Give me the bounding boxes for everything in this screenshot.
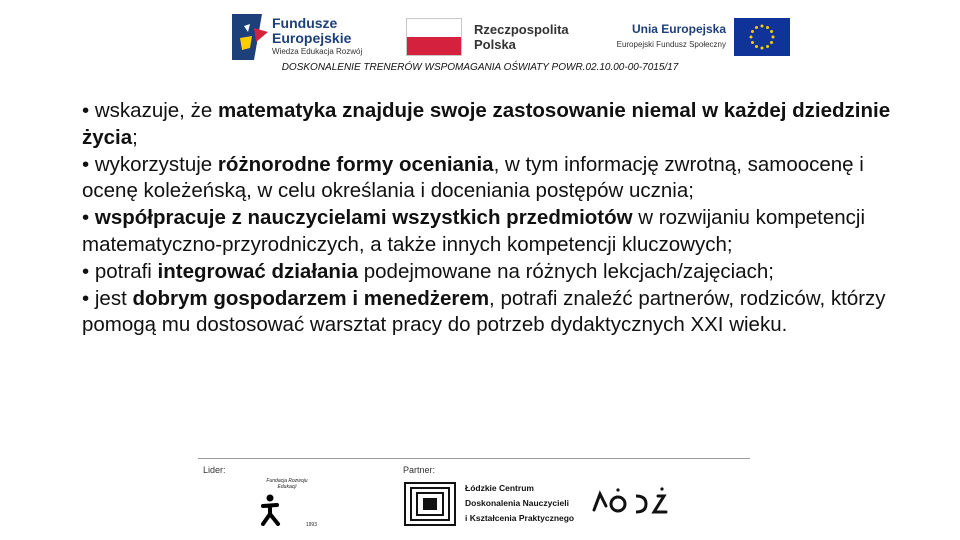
polish-flag-icon: [406, 18, 462, 56]
project-header-line: DOSKONALENIE TRENERÓW WSPOMAGANIA OŚWIATY POWR.02.10.00-00-7015/17: [281, 62, 679, 73]
eu-star-icon: [770, 30, 773, 33]
ue-subtitle: Europejski Fundusz Społeczny: [616, 40, 726, 49]
bullet-item: • współpracuje z nauczycielami wszystkich przedmiotów w rozwijaniu kompetencji matematyczno-przyrodniczych, a także innych kompetencji kluczowych;: [82, 206, 866, 256]
running-figure-icon: [259, 494, 281, 526]
eu-star-icon: [755, 45, 758, 48]
eu-star-icon: [751, 30, 754, 33]
bullet-item: • wskazuje, że matematyka znajduje swoje zastosowanie niemal w każdej dziedzinie życia;: [82, 99, 891, 149]
eu-star-icon: [761, 25, 764, 28]
eu-star-icon: [772, 36, 775, 39]
eu-star-icon: [766, 26, 769, 29]
fe-line1: Fundusze: [272, 15, 338, 31]
ldc-name: Łódzkie Centrum Doskonalenia Nauczycieli i Kształcenia Praktycznego: [465, 483, 575, 523]
lider-name: Fundacja Rozwoju Edukacji: [266, 478, 308, 490]
fundusze-europejskie-logo: [232, 14, 374, 60]
rodn-logo-icon: [590, 484, 670, 518]
fe-star-mark-icon: [232, 14, 268, 60]
fe-subtitle: Wiedza Edukacja Rozwój: [272, 47, 363, 56]
main-text-block: [82, 98, 892, 339]
ldc-emblem-icon: [404, 482, 456, 526]
rp-line2: Polska: [474, 37, 516, 52]
lider-year: 1993: [305, 522, 317, 528]
eu-flag-icon: [734, 18, 790, 56]
rp-line1: Rzeczpospolita: [474, 22, 569, 37]
lider-label: Lider:: [203, 465, 226, 475]
eu-star-icon: [770, 41, 773, 44]
rzeczpospolita-polska-logo: [406, 18, 576, 58]
fe-line2: Europejskie: [272, 30, 352, 46]
unia-europejska-logo: [600, 18, 790, 58]
eu-star-icon: [755, 26, 758, 29]
bullet-item: • wykorzystuje różnorodne formy oceniania, w tym informację zwrotną, samoocenę i ocenę koleżeńską, w celu określania i doceniania postępów ucznia;: [82, 152, 864, 203]
ue-title: Unia Europejska: [631, 22, 726, 36]
lider-logo: [257, 478, 317, 528]
partner-label: Partner:: [403, 465, 436, 475]
eu-star-icon: [766, 45, 769, 48]
footer-divider: [198, 458, 750, 459]
bullet-item: • potrafi integrować działania podejmowane na różnych lekcjach/zajęciach;: [82, 259, 774, 283]
eu-star-icon: [761, 47, 764, 50]
bullet-item: • jest dobrym gospodarzem i menedżerem, potrafi znaleźć partnerów, rodziców, którzy pomogą mu dostosować warsztat pracy do potrzeb dydaktycznych XXI wieku.: [82, 286, 886, 337]
eu-star-icon: [751, 41, 754, 44]
eu-star-icon: [750, 36, 753, 39]
